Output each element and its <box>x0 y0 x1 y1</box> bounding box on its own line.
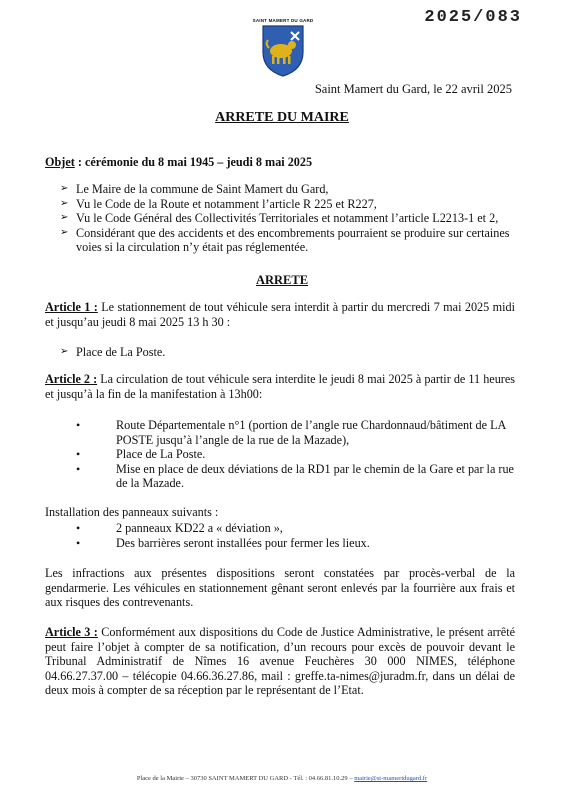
document-title: ARRETE DU MAIRE <box>215 110 349 125</box>
article-1-label: Article 1 : <box>45 300 98 314</box>
article-2-text: La circulation de tout véhicule sera interdite le jeudi 8 mai 2025 à partir de 11 heures et jusqu’à la fin de la manifestation à 13h00: <box>45 372 515 401</box>
coat-of-arms-icon <box>261 24 305 78</box>
list-item: ➢ Vu le Code de la Route et notamment l’article R 225 et R227, <box>60 197 520 212</box>
article-2-label: Article 2 : <box>45 372 98 386</box>
article-3-text: Conformément aux dispositions du Code de Justice Administrative, le présent arrêté peut faire l’objet à compter de sa notification, d’un recours pour excès de pouvoir devant le Tribunal Administratif de Nîmes 16 avenue Feuchères 30 000 NIMES, téléphone 04.66.27.37.00 – télécopie 04.66.36.27.86, mail : greffe.ta-nimes@juradm.fr, dans un délai de deux mois à compter de sa réception par le représentant de l’Etat. <box>45 625 516 697</box>
article-3-label: Article 3 : <box>45 625 98 639</box>
list-item: • 2 panneaux KD22 a « déviation », <box>90 521 510 536</box>
footer-email-link[interactable]: mairie@st-mamertdugard.fr <box>354 775 428 782</box>
crest-name: SAINT MAMERT DU GARD <box>252 18 314 23</box>
article-2-list <box>90 418 516 491</box>
list-item: ➢ Considérant que des accidents et des encombrements pourraient se produire sur certaines voies si la circulation n’y était pas réglementée. <box>60 226 520 255</box>
place-and-date: Saint Mamert du Gard, le 22 avril 2025 <box>314 82 512 96</box>
municipal-crest <box>248 18 318 80</box>
article-3 <box>45 625 515 698</box>
footer-address: Place de la Mairie – 30730 SAINT MAMERT DU GARD - Tél. : 04.66.81.10.29 – <box>136 775 355 782</box>
page-footer <box>0 775 564 782</box>
list-item: ➢ Vu le Code Général des Collectivités Territoriales et notamment l’article L2213-1 et 2, <box>60 211 520 226</box>
considerants-list <box>60 182 520 255</box>
article-1 <box>45 300 515 329</box>
objet-text: : cérémonie du 8 mai 1945 – jeudi 8 mai 2025 <box>74 155 313 169</box>
list-item: • Des barrières seront installées pour fermer les lieux. <box>90 536 510 551</box>
installation-heading: Installation des panneaux suivants : <box>45 505 219 519</box>
list-item: ➢ Le Maire de la commune de Saint Mamert du Gard, <box>60 182 520 197</box>
article-1-text: Le stationnement de tout véhicule sera interdit à partir du mercredi 7 mai 2025 midi et jusqu’au jeudi 8 mai 2025 13 h 30 : <box>45 300 515 329</box>
infractions-paragraph: Les infractions aux présentes dispositions seront constatées par procès-verbal de la gendarmerie. Les véhicules en stationnement gênant seront enlevés par la fourrière aux frais et aux risques des contrevenants. <box>45 566 515 609</box>
list-item: • Route Départementale n°1 (portion de l’angle rue Chardonnaud/bâtiment de LA POSTE jusqu’à l’angle de la rue de la Mazade), <box>90 418 516 447</box>
list-item: ➢ Place de La Poste. <box>60 345 510 360</box>
panneaux-list <box>90 521 510 550</box>
objet-line <box>45 155 312 170</box>
article-1-list <box>60 345 510 360</box>
document-reference: 2025/083 <box>424 8 522 27</box>
list-item: • Mise en place de deux déviations de la RD1 par le chemin de la Gare et par la rue de la Mazade. <box>90 462 516 491</box>
list-item: • Place de La Poste. <box>90 447 516 462</box>
arrete-heading: ARRETE <box>255 273 309 287</box>
article-2 <box>45 372 515 401</box>
objet-label: Objet <box>45 155 75 169</box>
